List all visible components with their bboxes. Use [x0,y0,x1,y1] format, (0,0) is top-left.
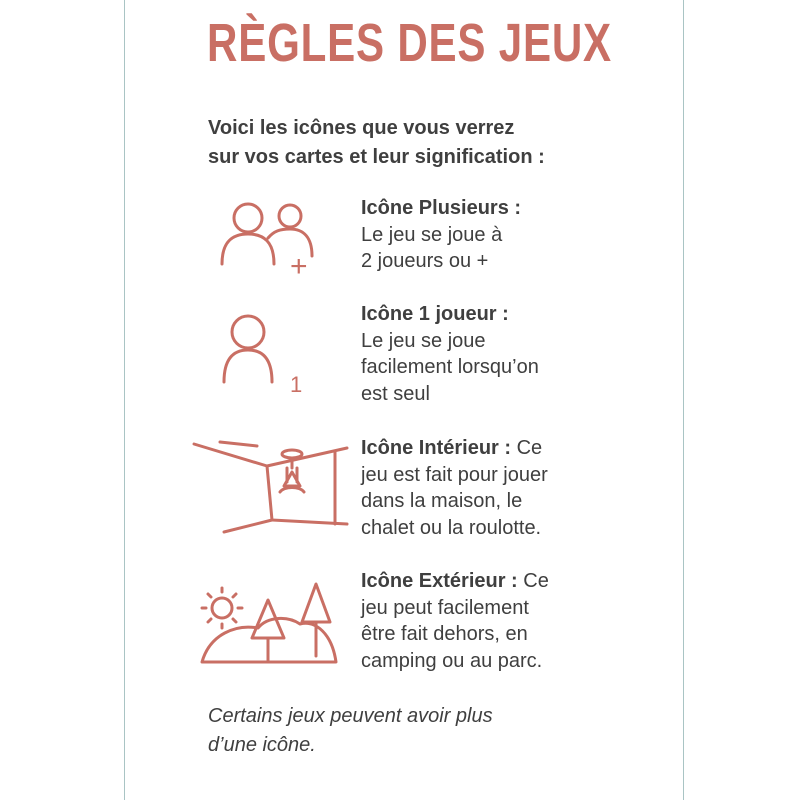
multiplayer-icon [218,196,318,280]
item-line: jeu peut facilement [361,596,529,619]
footnote [208,702,493,760]
item-line: facilement lorsqu’on [361,356,539,378]
item-heading: Icône Extérieur : [361,570,518,592]
item-heading: Icône Plusieurs : [361,197,522,219]
item-line: est seul [361,382,430,405]
item-outdoor [361,568,549,674]
intro-line-1: Voici les icônes que vous verrez [208,117,515,139]
item-line: chalet ou la roulotte. [361,516,542,539]
indoor-icon [192,436,352,536]
item-heading-tail: Ce [511,437,543,459]
item-heading: Icône Intérieur : [361,437,512,459]
item-line: jeu est fait pour jouer [361,463,548,486]
item-heading-line [361,568,549,595]
item-line: camping ou au parc. [361,649,543,672]
footnote-line-2: d’une icône. [208,734,316,756]
plus-label: + [290,250,308,280]
item-multiplayer [361,195,521,275]
item-heading-tail: Ce [517,570,549,592]
intro-line-2: sur vos cartes et leur signification : [208,146,545,168]
footnote-line-1: Certains jeux peuvent avoir plus [208,705,493,727]
item-line: Le jeu se joue à [361,223,503,246]
item-heading: Icône 1 joueur : [361,303,509,325]
item-indoor [361,435,548,541]
item-line: être fait dehors, en [361,623,528,645]
page-title: RÈGLES DES JEUX [207,13,612,73]
item-line: Le jeu se joue [361,329,486,352]
item-line: dans la maison, le [361,490,523,512]
item-single-player [361,301,539,407]
single-player-icon [222,312,312,398]
item-line: 2 joueurs ou + [361,250,489,272]
outdoor-icon [196,576,346,668]
item-heading-line [361,435,548,462]
one-label: 1 [290,372,303,397]
intro-text [208,114,545,172]
